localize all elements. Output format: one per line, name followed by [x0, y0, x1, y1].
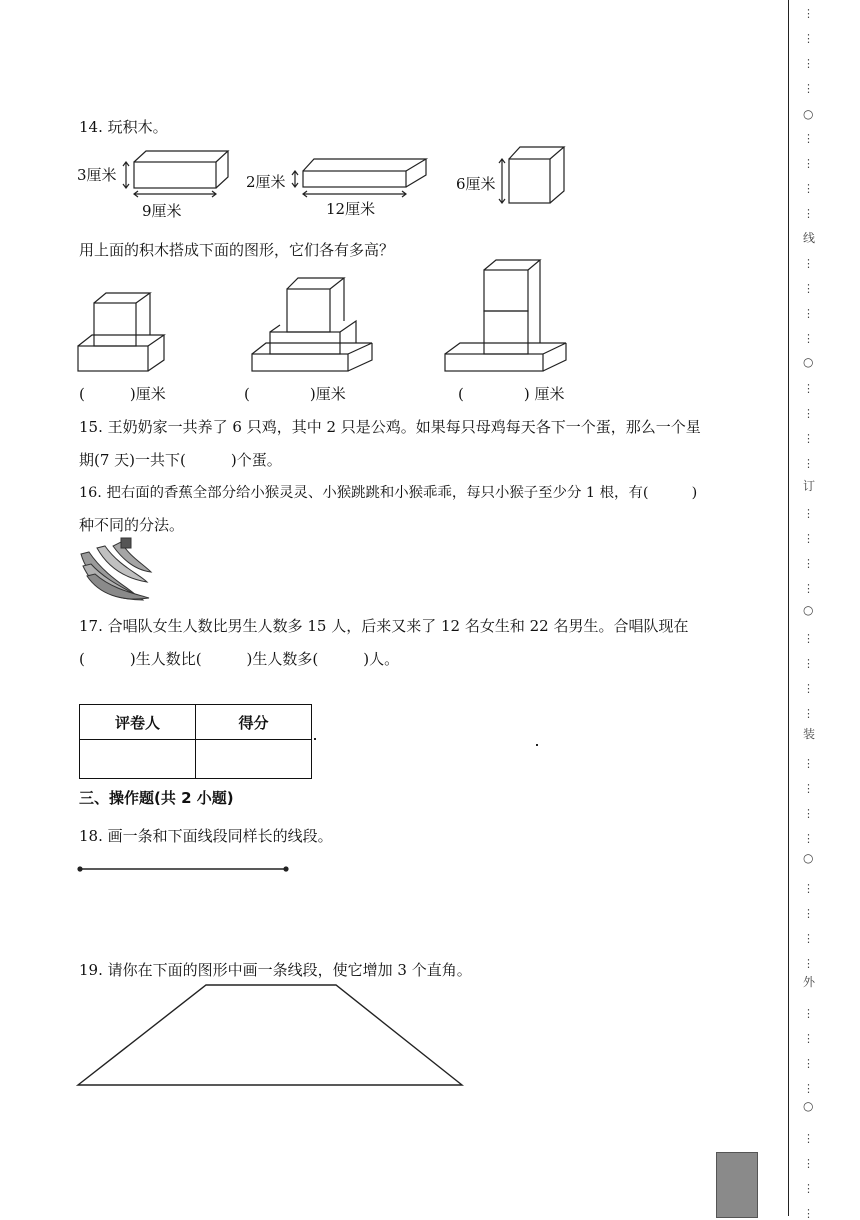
block2-length-label: 12厘米 [326, 200, 376, 218]
margin-dots: ⋮ [803, 682, 814, 695]
q16-line2: 种不同的分法。 [79, 516, 185, 534]
margin-dots: ⋮ [803, 882, 814, 895]
margin-dots: ⋮ [803, 207, 814, 220]
margin-dots: ⋮ [803, 307, 814, 320]
stack-3 [445, 260, 566, 371]
stack-1 [78, 293, 164, 371]
margin-dots: ⋮ [803, 557, 814, 570]
grader-cell[interactable] [80, 740, 196, 779]
block1-height-label: 3厘米 [77, 166, 117, 184]
margin-dots: ⋮ [803, 1032, 814, 1045]
q18-text: 18. 画一条和下面线段同样长的线段。 [79, 827, 333, 845]
block2-height-label: 2厘米 [246, 173, 286, 191]
q16-line1: 16. 把右面的香蕉全部分给小猴灵灵、小猴跳跳和小猴乖乖，每只小猴子至少分 1 根，有( ) [79, 485, 698, 501]
margin-dots: ⋮ [803, 582, 814, 595]
margin-dots: ⋮ [803, 1157, 814, 1170]
margin-circle: ○ [803, 603, 814, 617]
margin-dots: ⋮ [803, 832, 814, 845]
q17-line1: 17. 合唱队女生人数比男生人数多 15 人，后来又来了 12 名女生和 22 名男生。合唱队现在 [79, 617, 689, 635]
score-header: 得分 [196, 705, 312, 740]
stack-2 [252, 278, 372, 371]
block-9x3 [123, 151, 228, 197]
block1-length-label: 9厘米 [142, 202, 182, 220]
margin-dots: ⋮ [803, 757, 814, 770]
margin-dots: ⋮ [803, 532, 814, 545]
margin-dots: ⋮ [803, 282, 814, 295]
dot-mark [536, 744, 538, 746]
margin-dots: ⋮ [803, 1207, 814, 1220]
margin-dots: ⋮ [803, 132, 814, 145]
q15-line2: 期(7 天)一共下( )个蛋。 [79, 451, 282, 469]
margin-circle: ○ [803, 851, 814, 865]
margin-dots: ⋮ [803, 457, 814, 470]
margin-dots: ⋮ [803, 807, 814, 820]
margin-char: 外 [803, 975, 816, 989]
margin-dots: ⋮ [803, 182, 814, 195]
margin-dots: ⋮ [803, 57, 814, 70]
margin-dots: ⋮ [803, 257, 814, 270]
margin-dots: ⋮ [803, 7, 814, 20]
score-cell[interactable] [196, 740, 312, 779]
q19-trapezoid [76, 982, 468, 1090]
margin-dots: ⋮ [803, 707, 814, 720]
q14-answer-1[interactable]: ( )厘米 [79, 385, 166, 403]
q15-line1: 15. 王奶奶家一共养了 6 只鸡，其中 2 只是公鸡。如果每只母鸡每天各下一个蛋，那么一个星 [79, 418, 701, 436]
gray-block [716, 1152, 758, 1218]
margin-dots: ⋮ [803, 1132, 814, 1145]
grader-header: 评卷人 [80, 705, 196, 740]
q14-answer-3[interactable]: ( ) 厘米 [458, 385, 565, 403]
q19-text: 19. 请你在下面的图形中画一条线段，使它增加 3 个直角。 [79, 961, 472, 979]
margin-dots: ⋮ [803, 32, 814, 45]
q18-segment [76, 862, 292, 876]
margin-char: 订 [803, 479, 816, 493]
margin-dots: ⋮ [803, 432, 814, 445]
margin-dots: ⋮ [803, 1182, 814, 1195]
margin-circle: ○ [803, 1099, 814, 1113]
margin-dots: ⋮ [803, 1007, 814, 1020]
margin-dots: ⋮ [803, 932, 814, 945]
q14-answer-2[interactable]: ( )厘米 [244, 385, 346, 403]
margin-dots: ⋮ [803, 82, 814, 95]
margin-dots: ⋮ [803, 957, 814, 970]
margin-char: 线 [803, 231, 816, 245]
section3-title: 三、操作题(共 2 小题) [79, 789, 234, 807]
margin-char: 装 [803, 727, 816, 741]
margin-dots: ⋮ [803, 782, 814, 795]
banana-bunch-image [77, 536, 155, 604]
margin-dots: ⋮ [803, 1082, 814, 1095]
dot-mark [314, 738, 316, 740]
block-12x2 [292, 159, 426, 197]
margin-dots: ⋮ [803, 407, 814, 420]
q14-stacks-figure [76, 258, 572, 374]
margin-dots: ⋮ [803, 382, 814, 395]
margin-dots: ⋮ [803, 332, 814, 345]
margin-dots: ⋮ [803, 157, 814, 170]
binding-margin [788, 0, 829, 1220]
margin-dots: ⋮ [803, 507, 814, 520]
q17-line2: ( )生人数比( )生人数多( )人。 [79, 650, 400, 668]
margin-circle: ○ [803, 355, 814, 369]
block-cube-6 [499, 147, 564, 203]
block3-height-label: 6厘米 [456, 175, 496, 193]
margin-dots: ⋮ [803, 657, 814, 670]
score-table [79, 704, 312, 779]
q14-title: 14. 玩积木。 [79, 118, 168, 136]
margin-dots: ⋮ [803, 1057, 814, 1070]
margin-dots: ⋮ [803, 907, 814, 920]
margin-dots: ⋮ [803, 632, 814, 645]
margin-circle: ○ [803, 107, 814, 121]
q14-prompt: 用上面的积木搭成下面的图形，它们各有多高？ [79, 241, 395, 259]
